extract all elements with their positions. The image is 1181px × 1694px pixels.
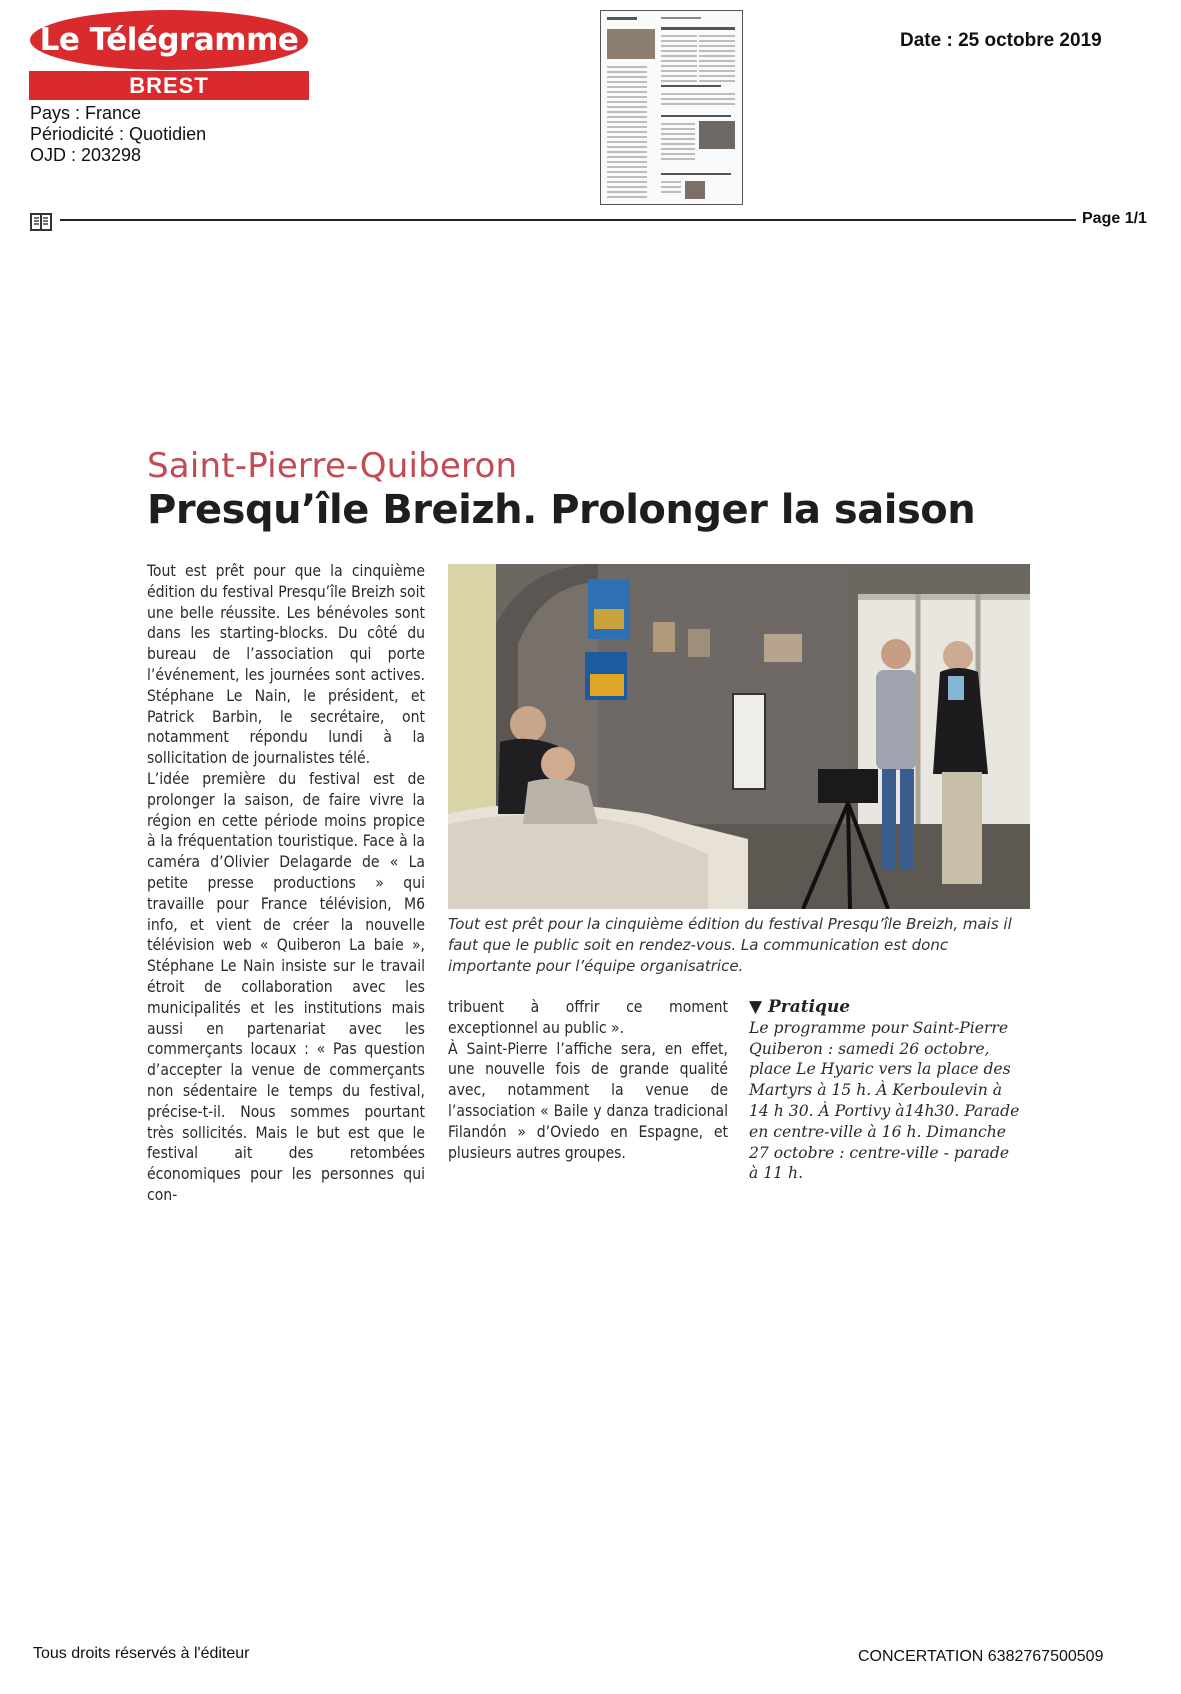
meta-periodicity: Périodicité : Quotidien bbox=[30, 124, 207, 144]
pratique-title: ▼ Pratique bbox=[749, 997, 851, 1017]
photo-caption: Tout est prêt pour la cinquième édition du festival Presqu’île Breizh, mais il faut que le public soit en rendez-vous. La communication est donc importante pour l’équipe organisatrice. bbox=[448, 915, 1012, 975]
paragraph: L’idée première du festival est de prolonger la saison, de faire vivre la région en cette période moins propice à la fréquentation touristique. Face à la caméra d’Olivier Delagarde de « La petite presse productions » qui travaille pour France télévision, M6 info, et vient de créer la nouvelle télévision web « Quiberon La baie », Stéphane Le Nain insiste sur le travail étroit de collaboration avec les municipalités et les institutions mais aussi en partenariat avec les commerçants locaux : « Pas question d’accepter la venue de commerçants non sédentaire le temps du festival, précise-t-il. Nous sommes pourtant très sollicités. Mais le but est que le festival ait des retombées économiques pour les personnes qui con- bbox=[147, 769, 425, 1204]
article-kicker: Saint-Pierre-Quiberon bbox=[147, 446, 518, 486]
book-icon bbox=[30, 211, 52, 233]
footer-reference: CONCERTATION 6382767500509 bbox=[858, 1648, 1104, 1665]
pratique-box bbox=[749, 997, 1021, 1184]
header-rule bbox=[60, 219, 1076, 221]
footer-rights: Tous droits réservés à l'éditeur bbox=[33, 1645, 250, 1662]
logo-name: Le Télégramme bbox=[39, 22, 299, 58]
meta-country: Pays : France bbox=[30, 103, 142, 123]
article-column-2 bbox=[448, 997, 728, 1163]
article-title: Presqu’île Breizh. Prolonger la saison bbox=[147, 487, 976, 533]
meta-ojd: OJD : 203298 bbox=[30, 145, 142, 165]
page-thumbnail bbox=[600, 10, 743, 205]
page-indicator: Page 1/1 bbox=[1082, 210, 1147, 227]
logo-edition: BREST bbox=[129, 72, 209, 98]
pratique-text: Le programme pour Saint-Pierre Quiberon : samedi 26 octobre, place Le Hyaric vers la place des Martyrs à 15 h. À Kerboulevin à 14 h 30. À Portivy à14h30. Parade en centre-ville à 16 h. Dimanche 27 octobre : centre-ville - parade à 11 h. bbox=[749, 1018, 1020, 1183]
article-photo bbox=[448, 564, 1030, 909]
paragraph: À Saint-Pierre l’affiche sera, en effet, une nouvelle fois de grande qualité avec, notamment la venue de l’association « Baile y danza tradicional Filandón » d’Oviedo en Espagne, et plusieurs autres groupes. bbox=[448, 1039, 728, 1162]
paragraph: Tout est prêt pour que la cinquième édition du festival Presqu’île Breizh soit une belle réussite. Les bénévoles sont dans les starting-blocks. Du côté du bureau de l’association qui porte l’événement, les journées sont actives. Stéphane Le Nain, le président, et Patrick Barbin, le secrétaire, ont notamment répondu lundi à la sollicitation de journalistes télé. bbox=[147, 562, 425, 768]
paragraph: tribuent à offrir ce moment exceptionnel au public ». bbox=[448, 998, 728, 1037]
logo-le-telegramme bbox=[30, 10, 308, 70]
publication-date: Date : 25 octobre 2019 bbox=[900, 30, 1102, 51]
logo-edition-bar bbox=[29, 71, 309, 100]
article-column-1 bbox=[147, 561, 425, 1206]
